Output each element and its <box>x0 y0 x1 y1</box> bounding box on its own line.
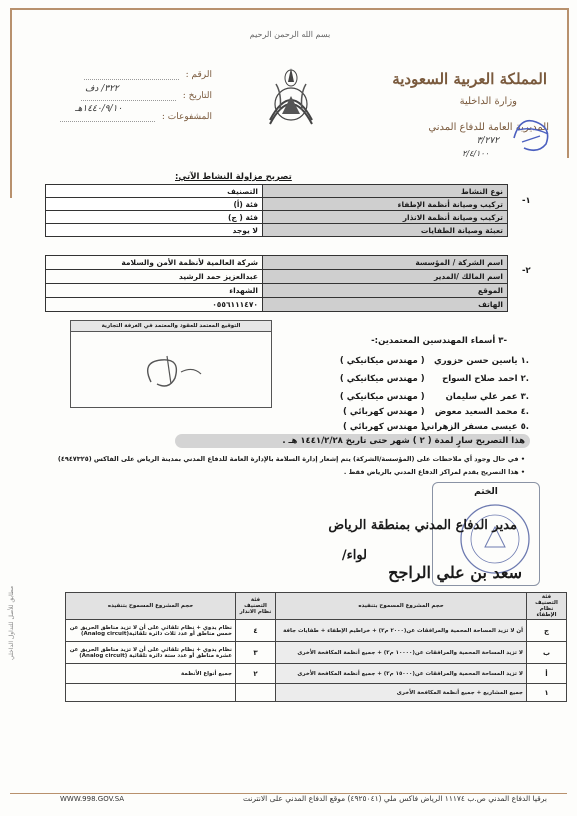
activity-label: تركيب وصيانة أنظمة الانذار <box>263 211 508 224</box>
side-vertical-text: مطابق للأصل للتداول الداخلي <box>8 585 15 660</box>
section2-number: -٢ <box>522 266 531 276</box>
company-value: الشهداء <box>46 284 263 298</box>
basmala: بسم الله الرحمن الرحيم <box>249 30 331 39</box>
column-header: فئة التصنيف نظام الإطفاء <box>527 593 567 620</box>
alarm-class-cell <box>236 684 276 702</box>
table-row <box>66 664 567 684</box>
alarm-class-cell: ٤ <box>236 620 276 642</box>
ext-class-cell: ب <box>527 642 567 664</box>
engineer-name: محمد السعيد معوض <box>434 407 518 417</box>
engineer-number: .٥ <box>520 422 529 432</box>
date-label: التاريخ <box>188 91 212 101</box>
table-row <box>46 270 508 284</box>
engineer-role: ( مهندس ميكانيكي ) <box>339 356 425 366</box>
company-value: شركة العالمية لأنظمة الأمن والسلامة <box>46 256 263 270</box>
company-label: الموقع <box>263 284 508 298</box>
ext-class-cell: ج <box>527 620 567 642</box>
company-value: ٠٥٥٦١١١٤٧٠ <box>46 298 263 312</box>
frame-left-border <box>10 8 12 198</box>
attachments-label: المشفوعات <box>167 112 212 122</box>
section1-number: -١ <box>522 196 531 206</box>
engineer-name: احمد صلاح السواح <box>442 374 518 384</box>
alarm-scope-cell <box>66 684 236 702</box>
ministry-title: وزارة الداخلية <box>459 96 517 107</box>
column-header: فئة التصنيف نظام الانذار <box>236 593 276 620</box>
director-name: سعد بن علي الراجح <box>388 563 522 582</box>
number-value: ٣٢٢/ دف <box>85 84 119 94</box>
section1-title: تصريح مزاولة النشاط الآتي: <box>175 172 292 182</box>
company-label: اسم الشركة / المؤسسة <box>263 256 508 270</box>
alarm-scope-cell: نظام يدوي + نظام تلقائي على أن لا تزيد مناطق الحريق عن عشرة مناطق أو عدد ستة دائرة تلقائية (Analog circuit) <box>66 642 236 664</box>
ext-class-cell: ١ <box>527 684 567 702</box>
table-row <box>46 298 508 312</box>
company-label: الهاتف <box>263 298 508 312</box>
engineer-role: ( مهندس كهربائي ) <box>342 422 425 432</box>
saudi-emblem-icon <box>262 64 320 132</box>
table-row <box>46 211 508 224</box>
attachments-row: المشفوعات : <box>56 112 212 122</box>
alarm-scope-cell: جميع أنواع الأنظمة <box>66 664 236 684</box>
director-title: مدير الدفاع المدني بمنطقة الرياض <box>328 518 517 533</box>
engineer-row <box>340 374 529 384</box>
activity-label: نوع النشاط <box>263 185 508 198</box>
engineer-name: ياسين حسن حزوري <box>434 356 518 366</box>
date-handwritten: ٢/٤/١٠٠ <box>462 149 489 158</box>
alarm-scope-cell: نظام يدوي + نظام تلقائي على أن لا تزيد مناطق الحريق عن خمس مناطق أو عدد ثلاث دائرة تلقائية(Analog circuit) <box>66 620 236 642</box>
alarm-class-cell: ٣ <box>236 642 276 664</box>
engineer-role: ( مهندس ميكانيكي ) <box>339 374 425 384</box>
validity-note: • في حال وجود أي ملاحظات على (المؤسسة/الشركة) يتم إشعار إدارة السلامة بالإدارة العامة للدفاع المدني بمدينة الرياض على الفاكس (٤٩٤٧٣٢٥) <box>57 455 525 463</box>
engineer-role: ( مهندس ميكانيكي ) <box>339 392 425 402</box>
table-row <box>66 684 567 702</box>
number-line <box>84 79 179 80</box>
signature-box-heading: التوقيع المعتمد للعقود والمعتمد في الغرفة التجارية <box>71 321 271 332</box>
validity-text: هذا التصريح سارٍ لمدة ( ٢ ) شهر حتى تاريخ ١٤٤١/٢/٢٨ هـ . <box>282 436 525 446</box>
alarm-class-cell: ٢ <box>236 664 276 684</box>
handwritten-mark-icon <box>508 108 558 156</box>
attachments-line <box>60 121 155 122</box>
stamp-heading: الختم <box>474 487 498 497</box>
ext-scope-cell: لا تزيد المساحة المحمية والمرافقات عن(١٥٠٠٠ م٢) + جميع أنظمة المكافحة الأخرى <box>276 664 527 684</box>
ext-scope-cell: جميع المشاريع + جميع أنظمة المكافحة الأخرى <box>276 684 527 702</box>
frame-right-border <box>567 8 569 158</box>
company-label: اسم المالك /المدير <box>263 270 508 284</box>
table-row <box>46 284 508 298</box>
table-row <box>66 620 567 642</box>
table-row <box>46 224 508 237</box>
signature-scribble-icon <box>71 332 271 402</box>
activity-table <box>45 184 508 237</box>
ext-scope-cell: لا تزيد المساحة المحمية والمرافقات عن(١٠٠٠٠ م٢) + جميع أنظمة المكافحة الأخرى <box>276 642 527 664</box>
engineer-row <box>343 407 529 417</box>
engineers-title: -٣ أسماء المهندسين المعتمدين:- <box>371 336 507 346</box>
engineer-name: عمر علي سليمان <box>445 392 518 402</box>
activity-label: تركيب وصيانة أنظمة الإطفاء <box>263 198 508 211</box>
activity-value: التصنيف <box>46 185 263 198</box>
engineer-row <box>340 356 529 366</box>
activity-value: فئة ( ج) <box>46 211 263 224</box>
classification-table <box>65 592 567 702</box>
number-row: الرقم : <box>80 70 212 80</box>
validity-note: • هذا التصريح يقدم لمراكز الدفاع المدني بالرياض فقط . <box>343 468 525 476</box>
ref-handwritten: ٣/٢٧٢ <box>476 136 499 146</box>
footer-website[interactable]: WWW.998.GOV.SA <box>60 795 125 803</box>
activity-value: فئة (أ) <box>46 198 263 211</box>
engineer-number: .٣ <box>520 392 529 402</box>
table-row <box>66 642 567 664</box>
date-value: ١٤٤٠/٩/١٠هـ <box>75 104 123 114</box>
director-rank: لواء/ <box>341 548 367 563</box>
engineer-row <box>343 422 529 432</box>
date-row: التاريخ : <box>77 91 212 101</box>
column-header: حجم المشروع المسموح بتنفيذه <box>276 593 527 620</box>
directorate-title: المديرية العامة للدفاع المدني <box>428 122 549 133</box>
kingdom-title: المملكة العربية السعودية <box>392 70 547 88</box>
footer-address: برقيا الدفاع المدني ص.ب ١١١٧٤ الرياض فاكس ملي (٤٩٢٥٠٤١) موقع الدفاع المدني على الانترنت <box>242 794 547 803</box>
engineer-number: .١ <box>520 356 529 366</box>
engineer-name: عيسى مسفر الزهراني <box>422 422 518 432</box>
table-row <box>46 256 508 270</box>
activity-value: لا يوجد <box>46 224 263 237</box>
authorized-signature-box <box>70 320 272 408</box>
company-value: عبدالعزيز حمد الرشيد <box>46 270 263 284</box>
activity-label: تعبئة وصيانة الطفايات <box>263 224 508 237</box>
number-label: الرقم <box>191 70 212 80</box>
engineer-role: ( مهندس كهربائي ) <box>342 407 425 417</box>
validity-note-text: هذا التصريح يقدم لمراكز الدفاع المدني بالرياض فقط . <box>343 468 519 476</box>
table-row <box>46 185 508 198</box>
table-row <box>46 198 508 211</box>
column-header: حجم المشروع المسموح بتنفيذه <box>66 593 236 620</box>
frame-top-border <box>10 8 567 10</box>
company-table <box>45 255 508 312</box>
date-line <box>81 100 176 101</box>
engineer-number: .٢ <box>520 374 529 384</box>
validity-note-text: في حال وجود أي ملاحظات على (المؤسسة/الشركة) يتم إشعار إدارة السلامة بالإدارة العامة للدفاع المدني بمدينة الرياض على الفاكس (٤٩٤٧٣٢٥) <box>57 455 519 463</box>
engineer-row <box>340 392 529 402</box>
ext-scope-cell: أن لا تزيد المساحة المحمية والمرافقات عن(٢٠٠٠ م٢) + خراطيم الإطفاء + طفايات جافة <box>276 620 527 642</box>
engineer-number: .٤ <box>520 407 529 417</box>
table-header-row <box>66 593 567 620</box>
ext-class-cell: أ <box>527 664 567 684</box>
